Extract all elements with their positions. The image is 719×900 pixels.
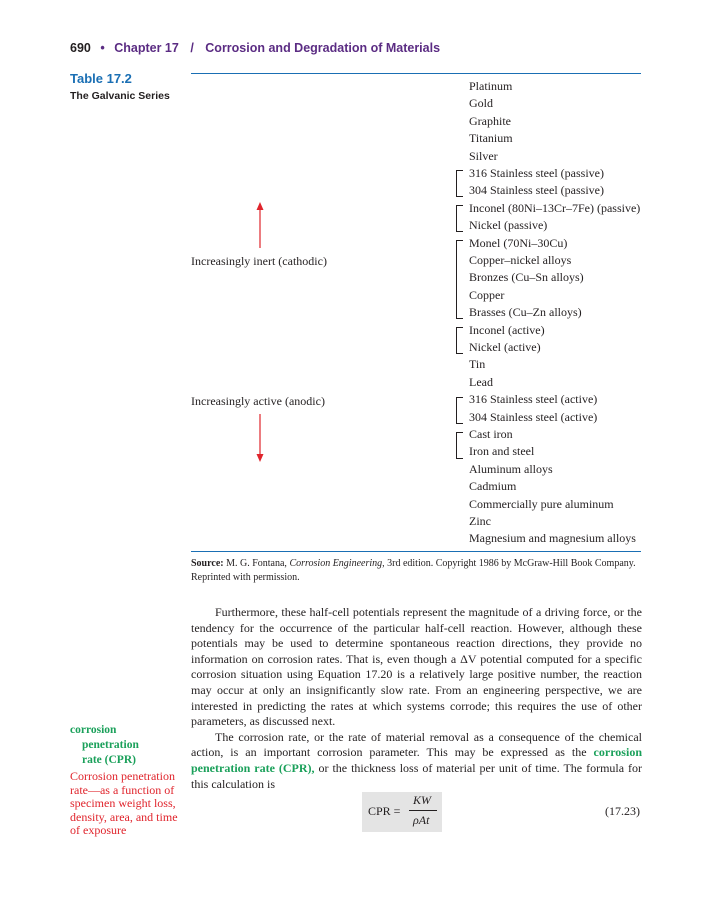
metal-item: Brasses (Cu–Zn alloys) xyxy=(469,305,582,320)
bracket-stainless-active xyxy=(456,397,463,424)
metal-item: Titanium xyxy=(469,131,513,146)
metal-item: 304 Stainless steel (active) xyxy=(469,409,598,424)
bracket-stainless-passive xyxy=(456,170,463,197)
inert-label: Increasingly inert (cathodic) xyxy=(191,254,327,268)
table-top-rule xyxy=(191,73,641,74)
metal-item: Commercially pure aluminum xyxy=(469,496,614,511)
metal-item: Gold xyxy=(469,96,493,111)
table-source xyxy=(191,557,641,585)
header-divider: / xyxy=(190,41,194,55)
metal-item: Tin xyxy=(469,357,486,372)
metal-item: Magnesium and magnesium alloys xyxy=(469,531,636,546)
metal-item: Zinc xyxy=(469,514,491,528)
metal-item: Nickel (active) xyxy=(469,340,541,354)
bracket-iron xyxy=(456,432,463,459)
metal-item: Monel (70Ni–30Cu) xyxy=(469,235,568,250)
table-number: Table 17.2 xyxy=(70,71,132,86)
margin-term xyxy=(70,723,180,768)
metal-item: Inconel (active) xyxy=(469,322,545,337)
metal-item: Iron and steel xyxy=(469,444,535,459)
fraction-bar xyxy=(409,810,437,811)
equation-denominator: ρAt xyxy=(413,813,430,827)
metal-item: Platinum xyxy=(469,79,513,93)
metal-item: Silver xyxy=(469,148,498,163)
chapter-title: Corrosion and Degradation of Materials xyxy=(205,41,441,55)
metal-item: Bronzes (Cu–Sn alloys) xyxy=(469,270,584,285)
running-header xyxy=(70,41,440,55)
metal-item: Lead xyxy=(469,374,493,389)
table-bottom-rule xyxy=(191,551,641,552)
metal-item: Aluminum alloys xyxy=(469,461,553,476)
bracket-inconel-nickel-passive xyxy=(456,205,463,232)
source-author: M. G. Fontana, xyxy=(226,558,287,569)
metal-item: Copper–nickel alloys xyxy=(469,253,572,267)
metal-item: Graphite xyxy=(469,113,511,128)
source-book: Corrosion Engineering, xyxy=(289,558,385,569)
header-bullet: • xyxy=(100,41,105,55)
cpr-term: corrosion penetration rate (CPR), xyxy=(191,745,642,775)
equation-number: (17.23) xyxy=(605,804,640,818)
metal-item: Cast iron xyxy=(469,427,513,441)
active-label: Increasingly active (anodic) xyxy=(191,394,325,408)
metal-item: Cadmium xyxy=(469,479,517,494)
paragraph-1: Furthermore, these half-cell potentials represent the magnitude of a driving force, or the tendency for the occurrence of the particular half-cell reaction. However, although these potentials may be used to determine spontaneous reaction directions, they provide no information on corrosion rates. That is, even though a ΔV potential computed for a specific corrosion situation using Equation 17.20 is a relatively large positive number, the reaction may occur at only an insignificantly slow rate. From an engineering perspective, we are interested in predicting the rates at which systems corrode; this requires the use of other parameters, as discussed next. xyxy=(191,605,642,729)
equation-numerator: KW xyxy=(413,793,431,807)
paragraph-2 xyxy=(191,730,642,792)
source-rest: 3rd edition. Copyright 1986 by McGraw-Hill Book Company. Reprinted with permission. xyxy=(191,558,636,583)
arrow-down-icon xyxy=(255,414,265,462)
equation-lhs: CPR = xyxy=(368,804,401,818)
page-number: 690 xyxy=(70,41,91,55)
chapter-label: Chapter 17 xyxy=(114,41,179,55)
metal-item: 316 Stainless steel (passive) xyxy=(469,166,604,180)
table-caption: The Galvanic Series xyxy=(70,90,170,102)
metal-item: Nickel (passive) xyxy=(469,218,548,233)
bracket-copper-alloys xyxy=(456,240,463,319)
margin-term-line2: penetration xyxy=(82,739,139,751)
arrow-up-icon xyxy=(255,202,265,248)
metal-item: 316 Stainless steel (active) xyxy=(469,392,598,407)
margin-term-line1: corrosion xyxy=(70,724,117,736)
margin-definition: Corrosion penetration rate—as a function of specimen weight loss, density, area, and time of exposure xyxy=(70,769,178,837)
body-text xyxy=(191,605,642,792)
bracket-inconel-nickel-active xyxy=(456,327,463,354)
margin-term-line3: rate (CPR) xyxy=(82,754,136,766)
metal-item: Copper xyxy=(469,287,505,302)
paragraph-2-end: or the thickness loss of material per unit of time. The formula for this calculation is xyxy=(191,760,643,791)
metal-item: 304 Stainless steel (passive) xyxy=(469,183,604,198)
paragraph-2-start: The corrosion rate, or the rate of material removal as a consequence of the chemical action, is an important corrosion parameter. This may be expressed as the xyxy=(191,729,642,760)
metal-item: Inconel (80Ni–13Cr–7Fe) (passive) xyxy=(469,200,641,215)
source-label: Source: xyxy=(191,558,224,569)
